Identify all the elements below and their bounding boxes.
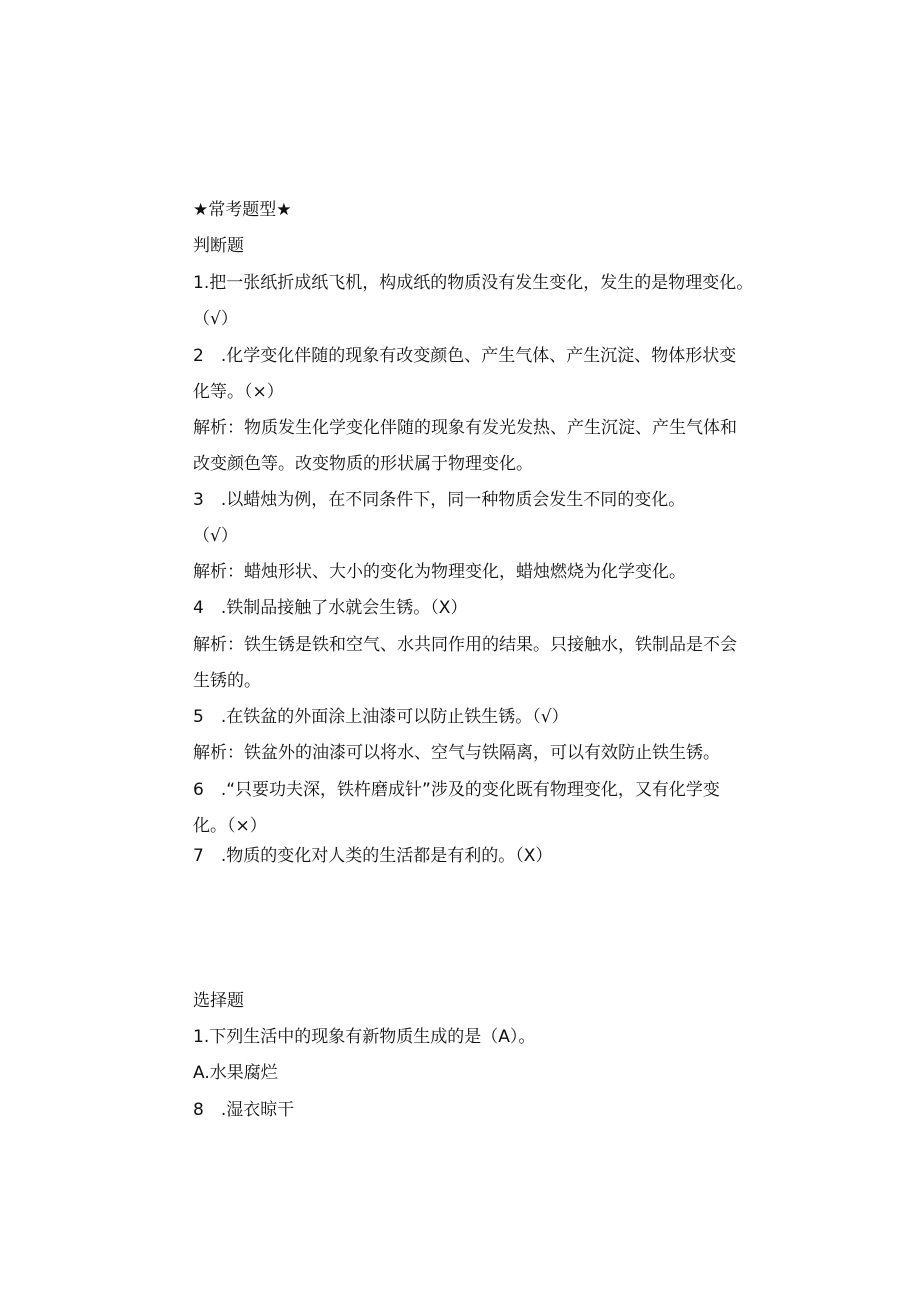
choice-line-3: 8 .湿衣晾干 (193, 1100, 295, 1120)
section-heading: ★常考题型★ (193, 200, 292, 220)
judgment-line-8: （√） (193, 526, 238, 546)
judgment-line-1: 1.把一张纸折成纸飞机，构成纸的物质没有发生变化，发生的是物理变化。 (193, 273, 754, 293)
judgment-line-6: 改变颜色等。改变物质的形状属于物理变化。 (193, 454, 533, 474)
choice-line-2: A.水果腐烂 (193, 1063, 278, 1083)
choice-section-title: 选择题 (193, 991, 244, 1011)
judgment-line-12: 生锈的。 (193, 671, 261, 691)
judgment-line-10: 4 .铁制品接触了水就会生锈。（X） (193, 598, 468, 618)
choice-line-1: 1.下列生活中的现象有新物质生成的是（A）。 (193, 1027, 536, 1047)
judgment-line-9: 解析：蜡烛形状、大小的变化为物理变化，蜡烛燃烧为化学变化。 (193, 562, 686, 582)
judgment-line-13: 5 .在铁盆的外面涂上油漆可以防止铁生锈。（√） (193, 707, 569, 727)
judgment-line-14: 解析：铁盆外的油漆可以将水、空气与铁隔离，可以有效防止铁生锈。 (193, 743, 720, 763)
judgment-line-15: 6 .“只要功夫深，铁杵磨成针”涉及的变化既有物理变化，又有化学变 (193, 780, 720, 800)
judgment-line-4: 化等。（×） (193, 382, 284, 402)
judgment-line-11: 解析：铁生锈是铁和空气、水共同作用的结果。只接触水，铁制品是不会 (193, 635, 737, 655)
judgment-section-title: 判断题 (193, 236, 244, 256)
judgment-line-2: （√） (193, 309, 238, 329)
judgment-line-17: 7 .物质的变化对人类的生活都是有利的。（X） (193, 846, 553, 866)
judgment-line-5: 解析：物质发生化学变化伴随的现象有发光发热、产生沉淀、产生气体和 (193, 418, 737, 438)
judgment-line-7: 3 .以蜡烛为例，在不同条件下，同一种物质会发生不同的变化。 (193, 490, 686, 510)
judgment-line-16: 化。（×） (193, 816, 267, 836)
judgment-line-3: 2 .化学变化伴随的现象有改变颜色、产生气体、产生沉淀、物体形状变 (193, 346, 737, 366)
